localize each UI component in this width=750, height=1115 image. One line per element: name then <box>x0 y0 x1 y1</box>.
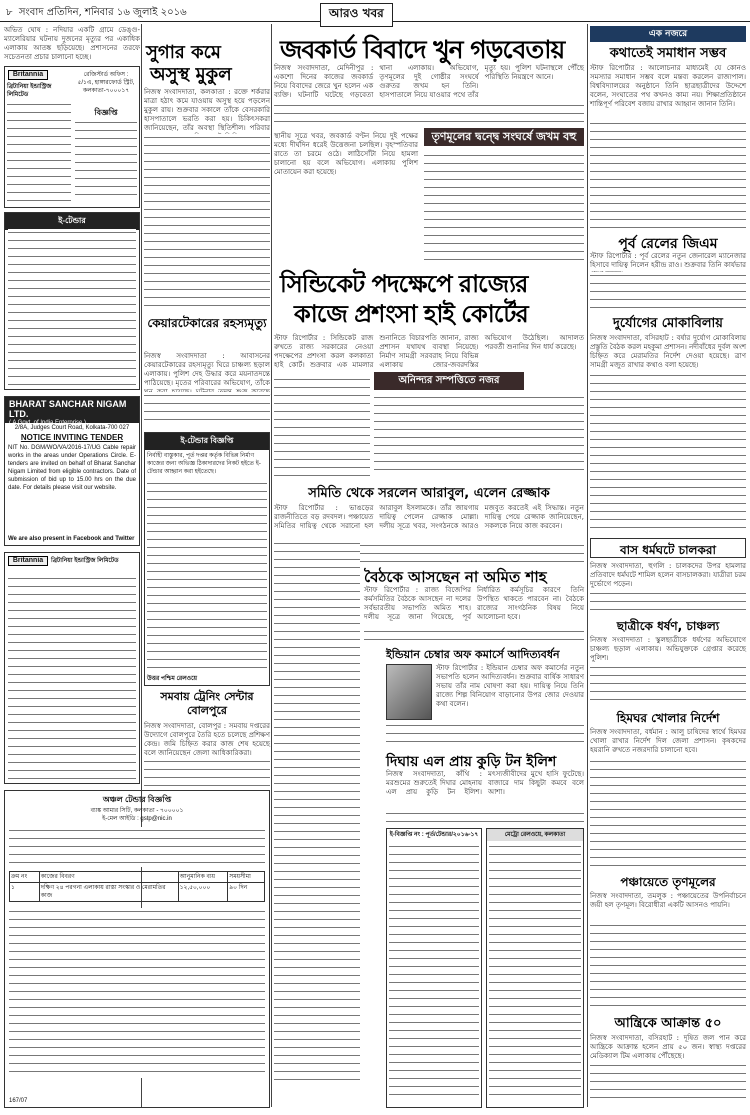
article-chamber: স্টাফ রিপোর্টার : ইন্ডিয়ান চেম্বার অফ কমার্সের নতুন সভাপতি হলেন আদিত্যবর্ধন। শুক্রবার বার্ষিক সাধারণ সভায় তাঁর নাম ঘোষণা করা হয়। দায়িত্ব নিয়ে তিনি রাজ্যে শিল্প বিনিয়োগ বাড়ানোর উপর জোর দেওয়ার কথা বলেন। <box>436 664 584 708</box>
headline-caretaker: কেয়ারটেকারের রহস্যমৃত্যু <box>147 316 267 330</box>
ad-address: রেজিস্টার্ড অফিস : ৫/১এ, হাঙ্গারফোর্ড স্ট্রিট, কলকাতা-৭০০০১৭ <box>77 72 135 94</box>
headline-gastro: আন্ত্রিকে আক্রান্ত ৫০ <box>614 1016 722 1031</box>
headline-arabul: সমিতি থেকে সরলেন আরাবুল, এলেন রেজ্জাক <box>308 486 550 501</box>
intro-article: অভিত ঘোষ : নদিয়ার একটি গ্রামে ডেঙ্গু-ম্যালেরিয়ার ঘটনায় দুজনের মৃত্যুর পর একাধিক এলাকায় আতঙ্ক ছড়িয়েছে। প্রশাসনের তরফে সচেতনতা প্রচার চালানো হচ্ছে। <box>4 26 140 61</box>
britannia-logo: Britannia <box>8 70 48 80</box>
banner-trinamool-clash: তৃণমূলের দ্বন্দ্বে সংঘর্ষে জখম বহু <box>424 128 584 146</box>
article-bus-strike-continued <box>590 590 746 614</box>
headline-sugar: সুগার কমে <box>146 42 221 63</box>
britannia-ad-1 <box>4 66 140 208</box>
article-syndicate-continued <box>274 376 370 476</box>
article-disaster: নিজস্ব সংবাদদাতা, বসিরহাট : বর্ষার দুর্যোগ মোকাবিলায় প্রস্তুতি বৈঠক করল মহকুমা প্রশাসন। নদীবাঁধের দুর্বল অংশ চিহ্নিত করে মেরামতির নির্দেশ দেওয়া হয়েছে। ত্রাণ সামগ্রী মজুত রাখার কথাও বলা হয়েছে। <box>590 334 746 369</box>
table-header: আনুমানিক ব্যয় <box>179 872 229 882</box>
article-dialogue-continued <box>590 120 746 228</box>
article-mukul: নিজস্ব সংবাদদাতা, কলকাতা : রক্তে শর্করার মাত্রা হঠাৎ কমে যাওয়ায় অসুস্থ হয়ে পড়লেন মুকুল রায়। শুক্রবার সকালে তাঁকে বেসরকারি হাসপাতালে ভরতি করা হয়। চিকিৎসকরা জানিয়েছেন, তাঁর অবস্থা স্থিতিশীল। পরিবার <box>144 88 270 132</box>
headline-mukul: অসুস্থ মুকুল <box>150 64 232 85</box>
headline-jobcard: জবকার্ড বিবাদে খুন গড়বেতায় <box>280 35 565 64</box>
article-clash-continued <box>424 152 584 262</box>
tender-notice-bottom <box>4 790 270 1108</box>
table-row <box>9 883 265 902</box>
headline-amit-shah: বৈঠকে আসছেন না অমিত শাহ <box>364 568 547 586</box>
tender-address: ব্যাঙ্ক আমার সিটি, কলকাতা - ৭০০০০১ <box>90 808 184 814</box>
headline-chamber: ইন্ডিয়ান চেম্বার অফ কমার্সে আদিত্যবর্ধন <box>386 648 560 661</box>
headline-disaster: দুর্যোগের মোকাবিলায় <box>613 316 723 331</box>
bsnl-address: 2/8A, Judges Court Road, Kolkata-700 027 <box>14 425 130 431</box>
article-arabul: স্টাফ রিপোর্টার : ভাঙড়ের রাজনীতিতে বড় রদবদল। পঞ্চায়েত সমিতির দায়িত্ব থেকে সরানো হল আরাবুল ইসলামকে। তাঁর জায়গায় দায়িত্ব পেলেন রেজ্জাক মোল্লা। দলীয় সূত্রে খবর, সংগঠনকে আরও মজবুত করতেই এই সিদ্ধান্ত। নতুন দায়িত্ব পেয়ে রেজ্জাক জানিয়েছেন, সকলকে নিয়ে কাজ করবেন। <box>274 504 584 530</box>
britannia-logo: Britannia <box>8 556 48 566</box>
column-brief <box>590 24 746 1107</box>
article-coop-continued <box>274 540 360 1080</box>
tender-notice-box <box>4 212 140 390</box>
etender-ad <box>144 432 270 686</box>
article-chamber-continued <box>386 722 584 746</box>
table-cell: ১২,৫০,০০০ <box>179 883 229 901</box>
article-caretaker-continued <box>144 392 270 426</box>
tender-terms <box>9 908 265 1078</box>
etender-detail <box>147 480 267 670</box>
bsnl-header <box>5 397 139 426</box>
ad-notice-body <box>75 119 137 201</box>
headline-dialogue: কথাতেই সমাধান সম্ভব <box>609 46 727 61</box>
table-cell: দক্ষিণ ২৪ পরগনা এলাকায় রাস্তা সংস্কার ও মেরামতির কাজ <box>40 883 179 901</box>
ad-notice-title: বিজ্ঞপ্তি <box>94 108 118 117</box>
article-student: নিজস্ব সংবাদদাতা : স্কুলছাত্রীকে ধর্ষণের অভিযোগে চাঞ্চল্য ছড়াল এলাকায়। অভিযুক্তকে গ্রেপ্তার করেছে পুলিশ। <box>590 636 746 662</box>
bsnl-notice-title: NOTICE INVITING TENDER <box>20 433 124 442</box>
headline-er-gm: পূর্ব রেলের জিএম <box>618 236 718 252</box>
kicker-bar: এক নজরে <box>590 26 746 42</box>
article-hilsa: নিজস্ব সংবাদদাতা, কাঁথি : মরশুমের শুরুতেই দিঘার মোহনায় এল প্রায় কুড়ি টন ইলিশ। মৎস্যজীবীদের মুখে হাসি ফুটেছে। বাজারে দাম কিছুটা কমবে বলে আশা। <box>386 770 584 796</box>
article-clash: স্থানীয় সূত্রে খবর, জবকার্ড বণ্টন নিয়ে দুই পক্ষের মধ্যে দীর্ঘদিন ধরেই উত্তেজনা চলছিল। বৃহস্পতিবার রাতে তা চরমে ওঠে। লাঠিসোঁটা নিয়ে হামলা চালানো হয় বলে অভিযোগ। এলাকায় পুলিশ মোতায়েন করা হয়েছে। <box>274 132 418 176</box>
ad-public-works-title: ই-বিজ্ঞপ্তি নং : পূর্ত/টেন্ডার/২০১৬-১৭ <box>389 832 479 838</box>
article-syndicate: স্টাফ রিপোর্টার : সিন্ডিকেট রাজ রুখতে রাজ্য সরকারের নেওয়া পদক্ষেপের প্রশংসা করল কলকাতা হাই কোর্ট। শুক্রবার এক মামলার শুনানিতে বিচারপতি জানান, রাজ্য প্রশাসন যথাযথ ব্যবস্থা নিয়েছে। নির্মাণ সামগ্রী সরবরাহ নিয়ে বিভিন্ন এলাকায় জোর-জবরদস্তির অভিযোগ উঠেছিল। আদালত পরবর্তী শুনানির দিন ধার্য করেছে। <box>274 334 584 369</box>
headline-student: ছাত্রীকে ধর্ষণ, চাঞ্চল্য <box>616 619 720 633</box>
ad-metro-body <box>489 843 581 1099</box>
article-hilsa-continued <box>386 810 584 824</box>
column-rule <box>587 24 588 1107</box>
table-cell: ৯০ দিন <box>229 885 248 891</box>
article-er-gm: স্টাফ রিপোর্টার : পূর্ব রেলের নতুন জেনারেল ম্যানেজার হিসাবে দায়িত্ব নিলেন হরীন্দ্র রাও। শুক্রবার তিনি কার্যভার <box>590 252 746 269</box>
headline-cold-storage: হিমঘর খোলার নির্দেশ <box>616 711 720 725</box>
headline-hilsa: দিঘায় এল প্রায় কুড়ি টন ইলিশ <box>386 754 557 770</box>
bsnl-social: We are also present in Facebook and Twitter <box>8 536 135 542</box>
article-er-gm-continued <box>590 272 746 312</box>
article-gastro-continued <box>590 1062 746 1104</box>
ad-body-text <box>8 575 136 779</box>
table-header: কাজের বিবরণ <box>40 872 179 882</box>
banner-anindya: অনিন্দ্যর সম্পত্তিতে নজর <box>374 372 524 390</box>
column-rule <box>271 24 272 1107</box>
article-syndicate-continued <box>374 394 584 476</box>
headline-box-bus <box>590 538 746 558</box>
headline-coop: সমবায় ট্রেনিং সেন্টার বোলপুরে <box>160 690 254 717</box>
tender-notice-heading: ই-টেন্ডার <box>5 213 139 230</box>
ad-metro-railway <box>486 828 584 1108</box>
page-number-date: ৮ সংবাদ প্রতিদিন, শনিবার ১৬ জুলাই ২০১৬ <box>6 7 187 18</box>
ad-metro-title: মেট্রো রেলওয়ে, কলকাতা <box>487 829 583 841</box>
bsnl-subtitle: ( A Govt. of India Enterprise ) <box>9 420 87 426</box>
tender-email: ই-মেল আইডি : gstp@nic.in <box>102 816 172 822</box>
article-jobcard-continued <box>274 102 584 126</box>
page-header <box>0 0 750 22</box>
article-coop: নিজস্ব সংবাদদাতা, বোলপুর : সমবায় দপ্তরের উদ্যোগে বোলপুরে তৈরি হতে চলেছে প্রশিক্ষণ কেন্দ্র। জমি চিহ্নিত করার কাজ শেষ হয়েছে বলে জানিয়েছেন জেলা আধিকারিকরা। <box>144 722 270 757</box>
article-mukul-continued <box>144 134 270 310</box>
article-panchayat-continued <box>590 922 746 1010</box>
tender-title: অঞ্চল টেন্ডার বিজ্ঞপ্তি <box>102 795 172 804</box>
headline-panchayat: পঞ্চায়েতে তৃণমূলের <box>620 875 716 889</box>
ad-title: ব্রিটানিয়া ইন্ডাস্ট্রিজ লিমিটেড <box>51 558 119 564</box>
ad-public-works <box>386 828 482 1108</box>
ad-title: ব্রিটানিয়া ইন্ডাস্ট্রিজ লিমিটেড <box>7 84 52 98</box>
etender-heading: ই-টেন্ডার বিজ্ঞপ্তি <box>145 433 269 450</box>
article-coop-continued <box>144 758 270 786</box>
tender-notice-body <box>8 229 136 385</box>
etender-footer: উত্তর পশ্চিম রেলওয়ে <box>147 676 198 682</box>
article-panchayat: নিজস্ব সংবাদদাতা, তমলুক : পঞ্চায়েতের উপনির্বাচনে জয়ী হল তৃণমূল। বিরোধীরা একটি আসনও পায়নি। <box>590 892 746 909</box>
article-amit-shah: স্টাফ রিপোর্টার : রাজ্য বিজেপির কর্মসমিতির বৈঠকে আসছেন না দলের সর্বভারতীয় সভাপতি অমিত শাহ। দলীয় সূত্রে জানা গিয়েছে, পূর্ব নির্ধারিত কর্মসূচির কারণে তিনি উপস্থিত থাকতে পারবেন না। বৈঠকে রাজ্যের সাংগঠনিক বিষয় নিয়ে আলোচনা হবে। <box>364 586 584 621</box>
section-title: আরও খবর <box>320 3 393 27</box>
article-bus-strike: নিজস্ব সংবাদদাতা, হুগলি : চালকদের উপর হামলার প্রতিবাদে ধর্মঘটে শামিল হলেন বাসচালকরা। যাত্রীরা চরম দুর্ভোগে পড়েন। <box>590 562 746 588</box>
headline-syndicate-1: সিন্ডিকেট পদক্ষেপে রাজ্যের <box>280 270 528 298</box>
headline-bus-strike: বাস ধর্মঘটে চালকরা <box>620 543 716 557</box>
column-two <box>144 24 270 785</box>
article-dialogue: স্টাফ রিপোর্টার : আলোচনার মাধ্যমেই যে কোনও সমস্যার সমাধান সম্ভব বলে মন্তব্য করলেন রাজ্যপাল। বিশ্ববিদ্যালয়ের অনুষ্ঠানে তিনি ছাত্রছাত্রীদের উদ্দেশে বলেন, সংঘাতের পথ কখনও কাম্য নয়। শিক্ষাপ্রতিষ্ঠানে শান্তিপূর্ণ পরিবেশ বজায় রাখার আহ্বান জানান তিনি। <box>590 64 746 108</box>
ad-public-works-body <box>389 843 479 1101</box>
article-amit-shah-continued <box>364 628 584 642</box>
article-caretaker: নিজস্ব সংবাদদাতা : আবাসনের কেয়ারটেকারের রহস্যমৃত্যু ঘিরে চাঞ্চল্য ছড়াল এলাকায়। পুলিশ দেহ উদ্ধার করে ময়নাতদন্তে পাঠিয়েছে। মৃতের পরিবারের অভিযোগ, তাঁকে <box>144 352 270 387</box>
britannia-ad-2 <box>4 552 140 784</box>
article-jobcard: নিজস্ব সংবাদদাতা, মেদিনীপুর : একশো দিনের কাজের জবকার্ড নিয়ে বিবাদের জেরে খুন হলেন এক ব্যক্তি। ঘটনাটি ঘটেছে গড়বেতা থানা এলাকায়। অভিযোগ, তৃণমূলের দুই গোষ্ঠীর সংঘর্ষে গুরুতর জখম হন তিনি। হাসপাতালে নিয়ে যাওয়ার পথে তাঁর মৃত্যু হয়। পুলিশ ঘটনাস্থলে পৌঁছে পরিস্থিতি নিয়ন্ত্রণে আনে। <box>274 64 584 99</box>
table-header: সময়সীমা <box>229 874 251 880</box>
tender-intro <box>9 827 265 867</box>
article-disaster-continued <box>590 372 746 530</box>
tender-code: 167/07 <box>9 1098 28 1104</box>
table-cell: ১ <box>10 883 40 901</box>
tender-table-header <box>9 871 265 883</box>
bsnl-notice-body: NIT No. DGM/WO/VA/2016-17/UG Cable repair works in the areas under Operations Circle. E-tenders are invited on behalf of Bharat Sanchar Nigam Limited from eligible contractors. Date of submission of bid up to 15.00 hrs on the due date. For details please visit our website. <box>8 445 136 491</box>
article-gastro: নিজস্ব সংবাদদাতা, বসিরহাট : দূষিত জল পান করে আন্ত্রিকে আক্রান্ত হলেন প্রায় ৫০ জন। স্বাস্থ্য দপ্তরের মেডিক্যাল টিম এলাকায় পৌঁছেছে। <box>590 1034 746 1060</box>
bsnl-tender-ad <box>4 396 140 546</box>
adityavardhan-photo <box>386 664 432 720</box>
ad-body-text <box>7 101 71 201</box>
article-student-continued <box>590 664 746 706</box>
headline-syndicate-2: কাজে প্রশংসা হাই কোর্টের <box>294 300 528 328</box>
article-cold-storage: নিজস্ব সংবাদদাতা, বর্ধমান : আলু চাষিদের স্বার্থে হিমঘর খোলা রাখার নির্দেশ দিল জেলা প্রশাসন। কৃষকদের হয়রানি রুখতে নজরদারি চালানো হবে। <box>590 728 746 754</box>
etender-body: নির্বাহী বাস্তুকার, পূর্ত দপ্তর কর্তৃক বিভিন্ন নির্মাণ কাজের জন্য অভিজ্ঞ ঠিকাদারদের নিকট হইতে ই-টেন্ডার আহ্বান করা হইতেছে। <box>147 453 261 475</box>
bsnl-name: BHARAT SANCHAR NIGAM LTD. <box>9 399 127 419</box>
table-header: ক্রম নং <box>10 872 40 882</box>
article-cold-storage-continued <box>590 758 746 868</box>
